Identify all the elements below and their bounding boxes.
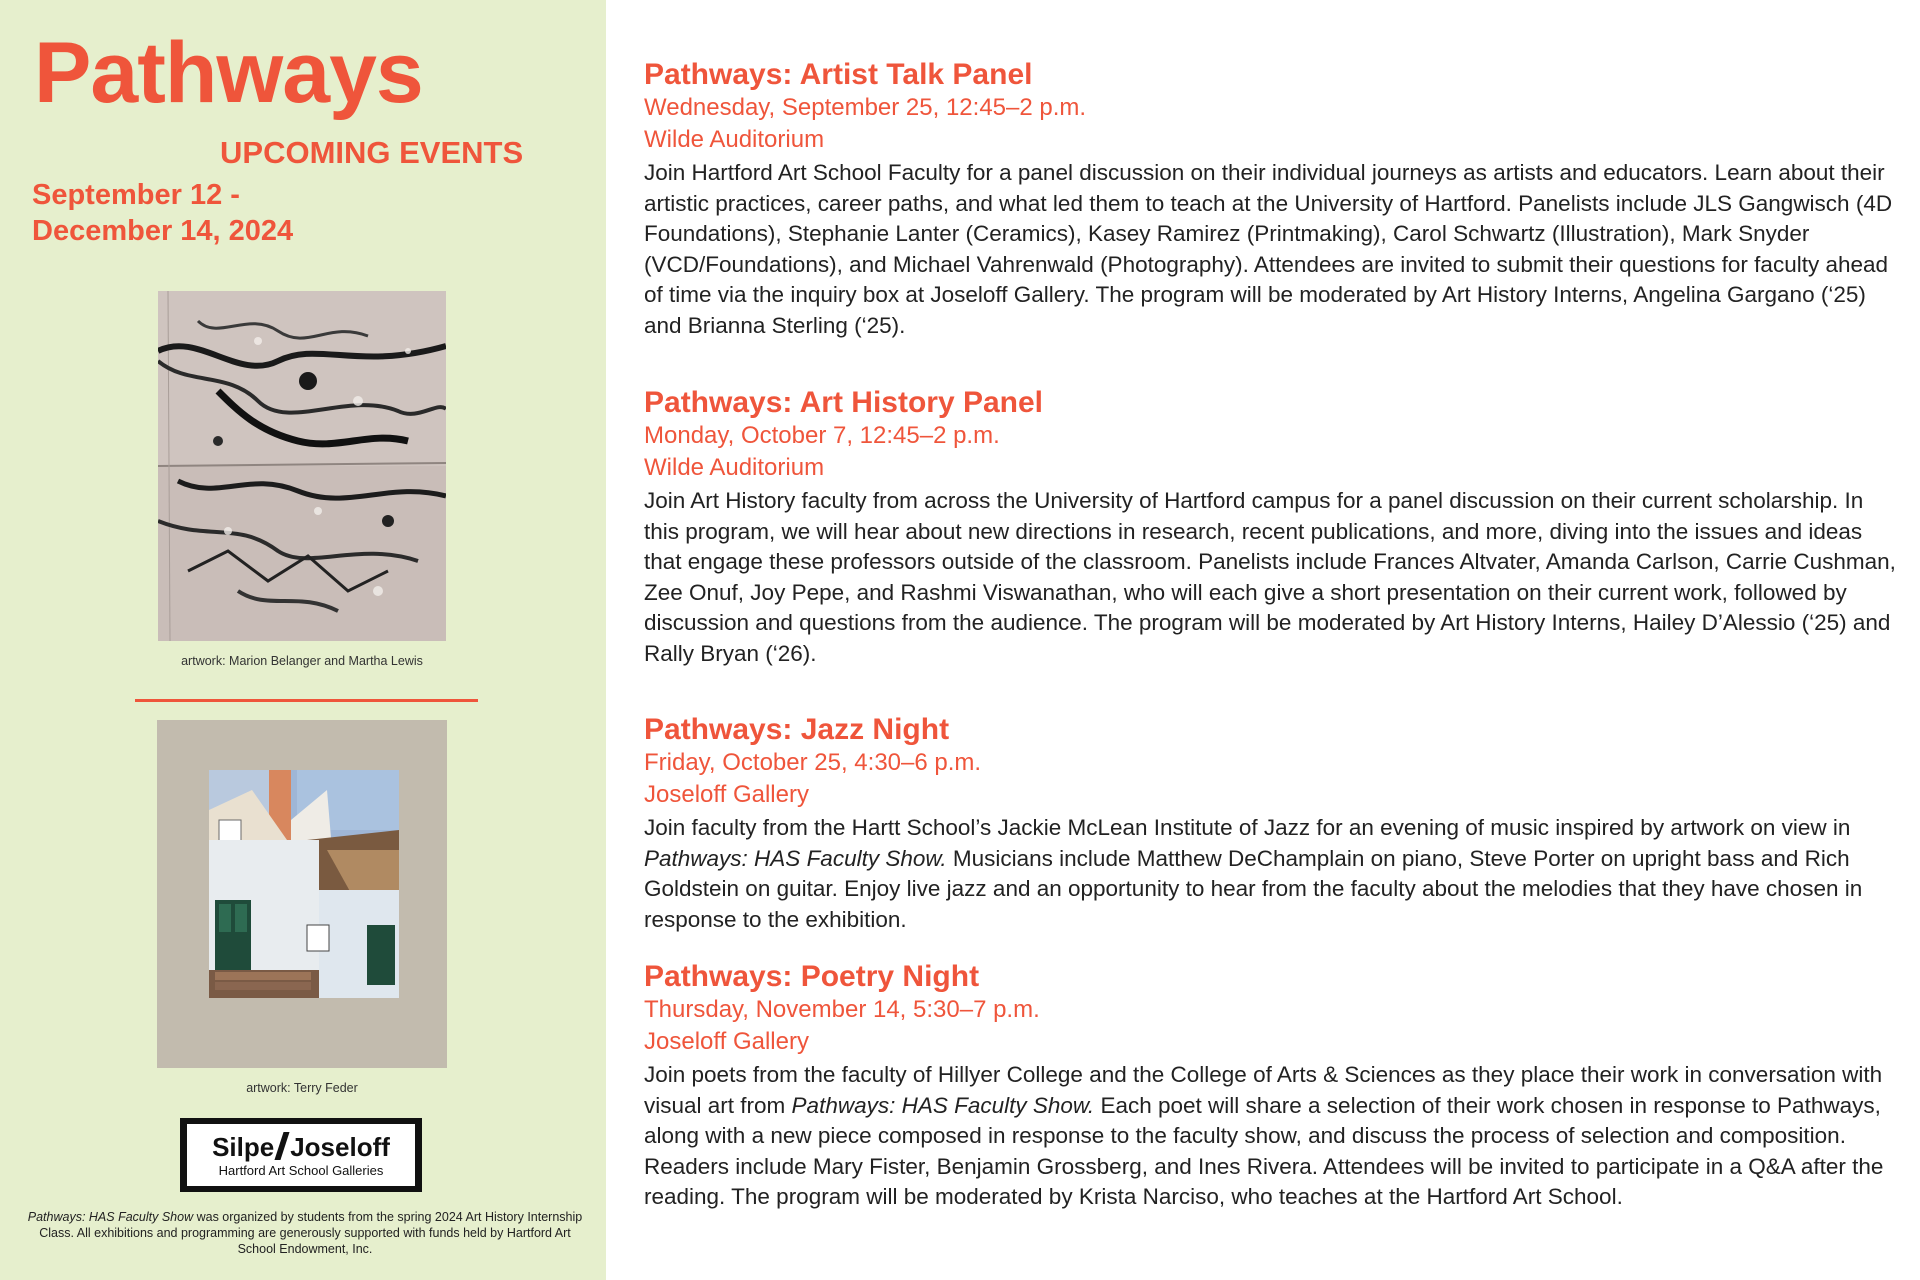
event-description: Join Hartford Art School Faculty for a panel discussion on their individual journeys as artists and educators. Learn about their artistic practices, career paths, and what led them to teach at the University of Hartford. Panelists include JLS Gangwisch (4D Foundations), Stephanie Lanter (Ceramics), Kasey Ramirez (Printmaking), Carol Schwartz (Illustration), Mark Snyder (VCD/Foundations), and Michael Vahrenwald (Photography). Attendees are invited to submit their questions for faculty ahead of time via the inquiry box at Joseloff Gallery. The program will be moderated by Art History Interns, Angelina Gargano (‘25) and Brianna Sterling (‘25).	[644, 160, 1893, 338]
divider	[135, 699, 478, 702]
event-poetry-night	[644, 960, 1899, 1213]
event-description: Join faculty from the Hartt School’s Jackie McLean Institute of Jazz for an evening of music inspired by artwork on view in Pathways: HAS Faculty Show. Musicians include Matthew DeChamplain on piano, Steve Porter on upright bass and Rich Goldstein on guitar. Enjoy live jazz and an opportunity to hear from the faculty about the melodies that they have chosen in response to the exhibition.	[644, 815, 1863, 932]
artwork-caption: artwork: Marion Belanger and Martha Lewis	[181, 654, 423, 668]
event-title: Pathways: Jazz Night	[644, 713, 950, 746]
upcoming-events-heading: UPCOMING EVENTS	[220, 135, 524, 170]
event-location: Joseloff Gallery	[644, 781, 809, 808]
date-range-end: December 14, 2024	[32, 215, 294, 247]
gallery-logo-inner	[187, 1124, 415, 1186]
event-date: Friday, October 25, 4:30–6 p.m.	[644, 749, 982, 776]
event-jazz-night	[644, 713, 1899, 935]
event-title: Pathways: Art History Panel	[644, 386, 1044, 419]
events-list	[606, 0, 1920, 1280]
event-description: Join Art History faculty from across the University of Hartford campus for a panel discussion on their current scholarship. In this program, we will hear about new directions in research, recent publications, and more, diving into the issues and ideas that engage these professors outside of the classroom. Panelists include Frances Altvater, Amanda Carlson, Carrie Cushman, Zee Onuf, Joy Pepe, and Rashmi Viswanathan, who will each give a short presentation on their current work, followed by discussion and questions from the audience. The program will be moderated by Art History Interns, Hailey D’Alessio (‘25) and Rally Bryan (‘26).	[644, 488, 1896, 666]
event-date: Monday, October 7, 12:45–2 p.m.	[644, 422, 1000, 449]
event-title: Pathways: Artist Talk Panel	[644, 58, 1033, 91]
artwork-image-abstract	[158, 291, 446, 641]
event-artist-talk-panel	[644, 58, 1899, 341]
event-description: Join poets from the faculty of Hillyer College and the College of Arts & Sciences as they place their work in conversation with visual art from Pathways: HAS Faculty Show. Each poet will share a selection of their work chosen in response to Pathways, along with a new piece composed in response to the faculty show, and discuss the process of selection and composition. Readers include Mary Fister, Benjamin Grossberg, and Ines Rivera. Attendees will be invited to participate in a Q&A after the reading. The program will be moderated by Krista Narciso, who teaches at the Hartford Art School.	[644, 1062, 1884, 1209]
event-date: Thursday, November 14, 5:30–7 p.m.	[644, 996, 1040, 1023]
date-range-start: September 12 -	[32, 179, 240, 211]
gallery-logo	[180, 1118, 422, 1192]
footnote: Pathways: HAS Faculty Show was organized by students from the spring 2024 Art History Internship Class. All exhibitions and programming are generously supported with funds held by Hartford Art School Endowment, Inc.	[27, 1210, 583, 1256]
sidebar	[0, 0, 606, 1280]
event-art-history-panel	[644, 386, 1899, 669]
event-location: Wilde Auditorium	[644, 454, 825, 481]
gallery-logo-subtitle: Hartford Art School Galleries	[218, 1163, 384, 1178]
event-location: Wilde Auditorium	[644, 126, 825, 153]
gallery-logo-wordmark: Silpe Joseloff	[212, 1132, 390, 1162]
event-location: Joseloff Gallery	[644, 1028, 809, 1055]
artwork-image-collage	[157, 720, 447, 1068]
event-title: Pathways: Poetry Night	[644, 960, 980, 993]
artwork-caption: artwork: Terry Feder	[246, 1081, 358, 1095]
date-range	[32, 177, 432, 249]
event-date: Wednesday, September 25, 12:45–2 p.m.	[644, 94, 1087, 121]
page-title: Pathways	[34, 25, 423, 121]
